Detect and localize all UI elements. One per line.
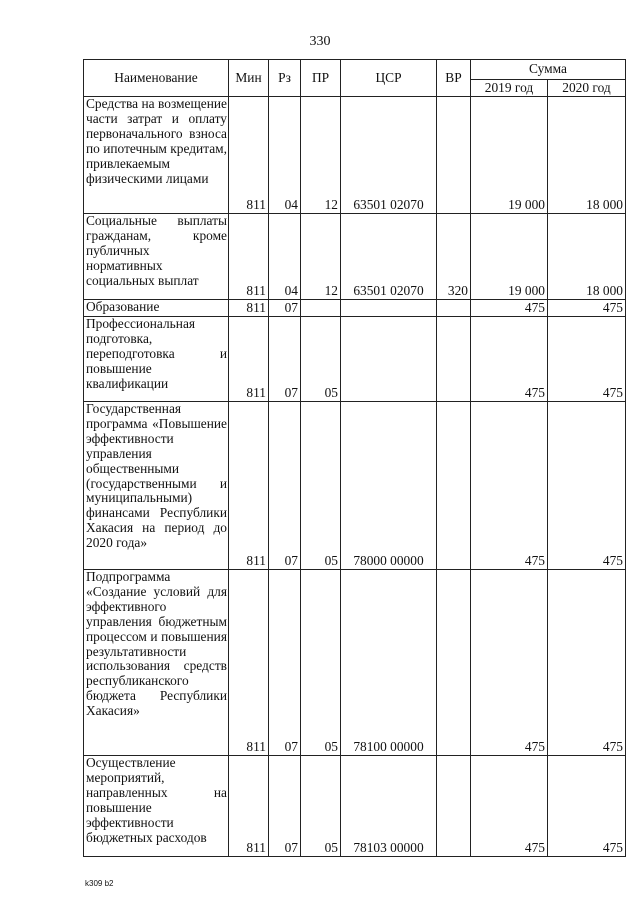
row-pr: [301, 300, 341, 317]
row-pr: 05: [301, 756, 341, 857]
row-pr: 05: [301, 317, 341, 402]
col-header-pr: ПР: [301, 60, 341, 97]
row-pr: 05: [301, 570, 341, 756]
table-row: [84, 97, 626, 214]
row-2019: 19 000: [471, 97, 548, 214]
row-vr: 320: [437, 214, 471, 300]
row-rz: 07: [269, 402, 301, 570]
row-csr: 78000 00000: [341, 402, 437, 570]
row-2020: 475: [548, 317, 626, 402]
row-min: 811: [229, 97, 269, 214]
col-header-2020: 2020 год: [548, 80, 626, 97]
table-row: [84, 214, 626, 300]
row-vr: [437, 570, 471, 756]
col-header-csr: ЦСР: [341, 60, 437, 97]
footer-code: k309 b2: [85, 879, 114, 888]
row-name: Профессиональная подготовка, переподготовка и повышение квалификации: [84, 317, 229, 402]
row-2019: 475: [471, 756, 548, 857]
row-2019: 475: [471, 402, 548, 570]
row-csr: 78100 00000: [341, 570, 437, 756]
col-header-name: Наименование: [84, 60, 229, 97]
col-header-vr: ВР: [437, 60, 471, 97]
row-rz: 04: [269, 97, 301, 214]
page-number: 330: [309, 34, 331, 49]
table-row: [84, 402, 626, 570]
row-min: 811: [229, 570, 269, 756]
row-pr: 12: [301, 214, 341, 300]
row-name: Средства на возмещение части затрат и оплату первоначального взноса по ипотечным кредитам, привлекаемым физическими лицами: [84, 97, 229, 214]
row-2020: 18 000: [548, 214, 626, 300]
row-vr: [437, 97, 471, 214]
row-name: Государственная программа «Повышение эффективности управления общественными (государственными и муниципальными) финансами Республики Хакасия на период до 2020 года»: [84, 402, 229, 570]
row-rz: 04: [269, 214, 301, 300]
row-rz: 07: [269, 570, 301, 756]
col-header-min: Мин: [229, 60, 269, 97]
row-name: Подпрограмма «Создание условий для эффективного управления бюджетным процессом и повышения результативности использования средств республиканского бюджета Республики Хакасия»: [84, 570, 229, 756]
row-2019: 475: [471, 317, 548, 402]
row-2020: 475: [548, 300, 626, 317]
row-vr: [437, 402, 471, 570]
row-rz: 07: [269, 317, 301, 402]
row-pr: 12: [301, 97, 341, 214]
row-2019: 19 000: [471, 214, 548, 300]
row-2020: 475: [548, 570, 626, 756]
row-csr: 78103 00000: [341, 756, 437, 857]
row-name: Осуществление мероприятий, направленных на повышение эффективности бюджетных расходов: [84, 756, 229, 857]
row-rz: 07: [269, 756, 301, 857]
row-vr: [437, 756, 471, 857]
row-min: 811: [229, 317, 269, 402]
row-2019: 475: [471, 300, 548, 317]
row-pr: 05: [301, 402, 341, 570]
row-vr: [437, 300, 471, 317]
row-2019: 475: [471, 570, 548, 756]
table-row: [84, 317, 626, 402]
row-csr: 63501 02070: [341, 97, 437, 214]
col-header-rz: Рз: [269, 60, 301, 97]
row-2020: 475: [548, 756, 626, 857]
row-csr: [341, 317, 437, 402]
col-header-sum: Сумма: [471, 60, 626, 80]
row-min: 811: [229, 300, 269, 317]
table-row: [84, 300, 626, 317]
row-name: Социальные выплаты гражданам, кроме публичных нормативных социальных выплат: [84, 214, 229, 300]
row-min: 811: [229, 402, 269, 570]
row-csr: [341, 300, 437, 317]
budget-table: [83, 59, 626, 857]
row-min: 811: [229, 214, 269, 300]
row-csr: 63501 02070: [341, 214, 437, 300]
table-row: [84, 570, 626, 756]
col-header-2019: 2019 год: [471, 80, 548, 97]
row-rz: 07: [269, 300, 301, 317]
row-2020: 18 000: [548, 97, 626, 214]
row-min: 811: [229, 756, 269, 857]
table-row: [84, 756, 626, 857]
row-2020: 475: [548, 402, 626, 570]
row-name: Образование: [84, 300, 229, 317]
row-vr: [437, 317, 471, 402]
